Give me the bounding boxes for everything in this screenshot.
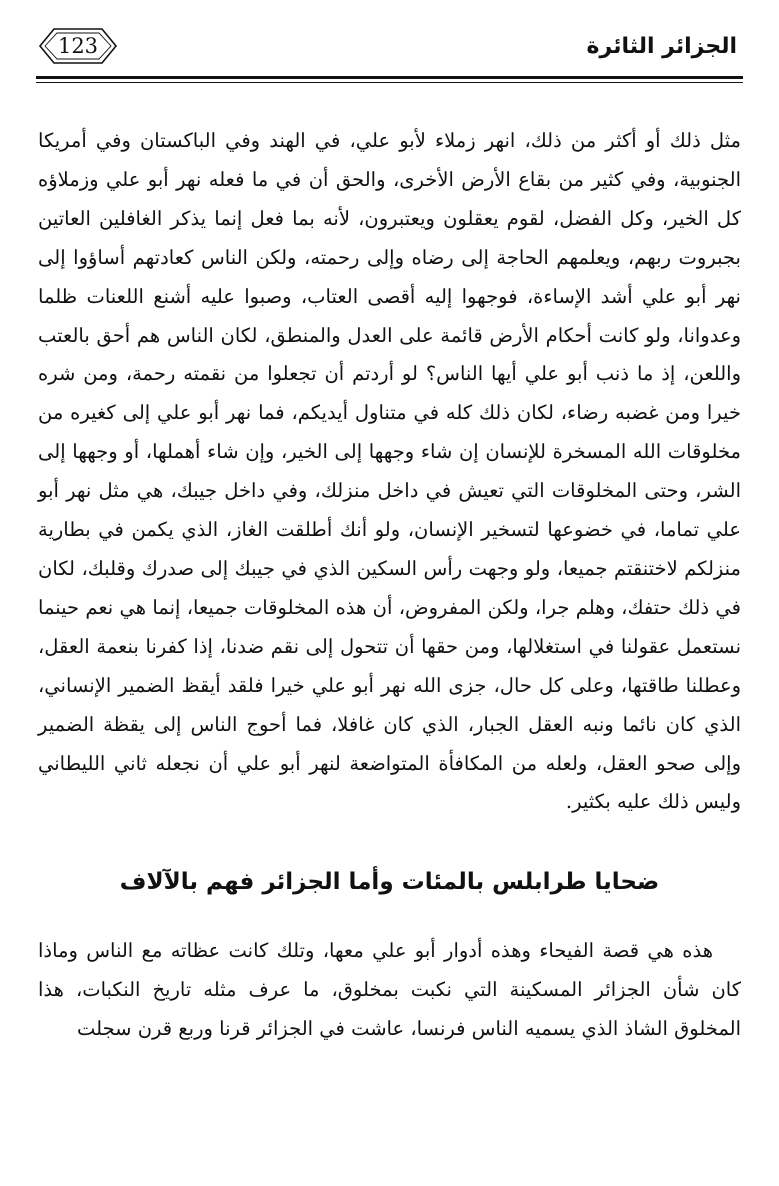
header-rule-thick (36, 76, 743, 79)
section-heading: ضحايا طرابلس بالمئات وأما الجزائر فهم بالآلاف (119, 869, 660, 896)
page-number-badge (38, 26, 118, 66)
page-body (38, 122, 741, 1049)
running-title: الجزائر الثائرة (586, 34, 737, 59)
section-paragraph: هذه هي قصة الفيحاء وهذه أدوار أبو علي معها، وتلك كانت عظاته مع الناس وماذا كان شأن الجزائر المسكينة التي نكبت بمخلوق، ما عرف مثله تاريخ النكبات، هذا المخلوق الشاذ الذي يسميه الناس فرنسا، عاشت في الجزائر قرنا وربع قرن سجلت (38, 939, 741, 1041)
page-header (36, 20, 743, 80)
page-number: 123 (57, 34, 99, 58)
body-paragraph: مثل ذلك أو أكثر من ذلك، انهر زملاء لأبو علي، في الهند وفي الباكستان وفي أمريكا الجنوبية، وفي كثير من بقاع الأرض الأخرى، والحق أن في ما فعله نهر أبو علي وزملاؤه كل الخير، وكل الفضل، لقوم يعقلون ويعتبرون، لأنه بما فعل إنما يذكر الغافلين العاتين بجبروت ربهم، ويعلمهم الحاجة إلى رضاه وإلى رحمته، ولكن الناس كعادتهم أساؤوا إلى نهر أبو علي أشد الإساءة، فوجهوا إليه أقصى العتاب، وصبوا عليه أشنع اللعنات ظلما وعدوانا، ولو كانت أحكام الأرض قائمة على العدل والمنطق، لكان الناس هم أحق بالعتب واللعن، إذ ما ذنب أبو علي أيها الناس؟ لو أردتم أن تجعلوا من نقمته رحمة، ومن شره خيرا ومن غضبه رضاء، لكان ذلك كله في متناول أيديكم، فما نهر أبو علي إلى كغيره من مخلوقات الله المسخرة للإنسان إن شاء وجهها إلى الخير، وإن شاء أهملها، أو وجهها إلى الشر، وحتى المخلوقات التي تعيش في داخل منزلك، وفي داخل جيبك، هي مثل نهر أبو علي تماما، في خضوعها لتسخير الإنسان، ولو أنك أطلقت الغاز، الذي يكمن في بطارية منزلكم لاختنقتم جميعا، ولو وجهت رأس السكين الذي في جيبك إلى صدرك وقلبك، لكان في ذلك حتفك، وهلم جرا، ولكن المفروض، أن هذه المخلوقات جميعا، إنما هي نعم حينما نستعمل عقولنا في استغلالها، ومن حقها أن تتحول إلى نقم ضدنا، إذا كفرنا بنعمة العقل، وعطلنا طاقتها، وعلى كل حال، جزى الله نهر أبو علي خيرا فلقد أيقظ الضمير الإنساني، الذي كان نائما ونبه العقل الجبار، الذي كان غافلا، فما أحوج الناس إلى يقظة الضمير وإلى صحو العقل، ولعله من المكافأة المتواضعة لنهر أبو علي أن نجعله ثاني الليطاني وليس ذلك عليه بكثير. (38, 129, 741, 814)
header-rule-thin (36, 82, 743, 83)
